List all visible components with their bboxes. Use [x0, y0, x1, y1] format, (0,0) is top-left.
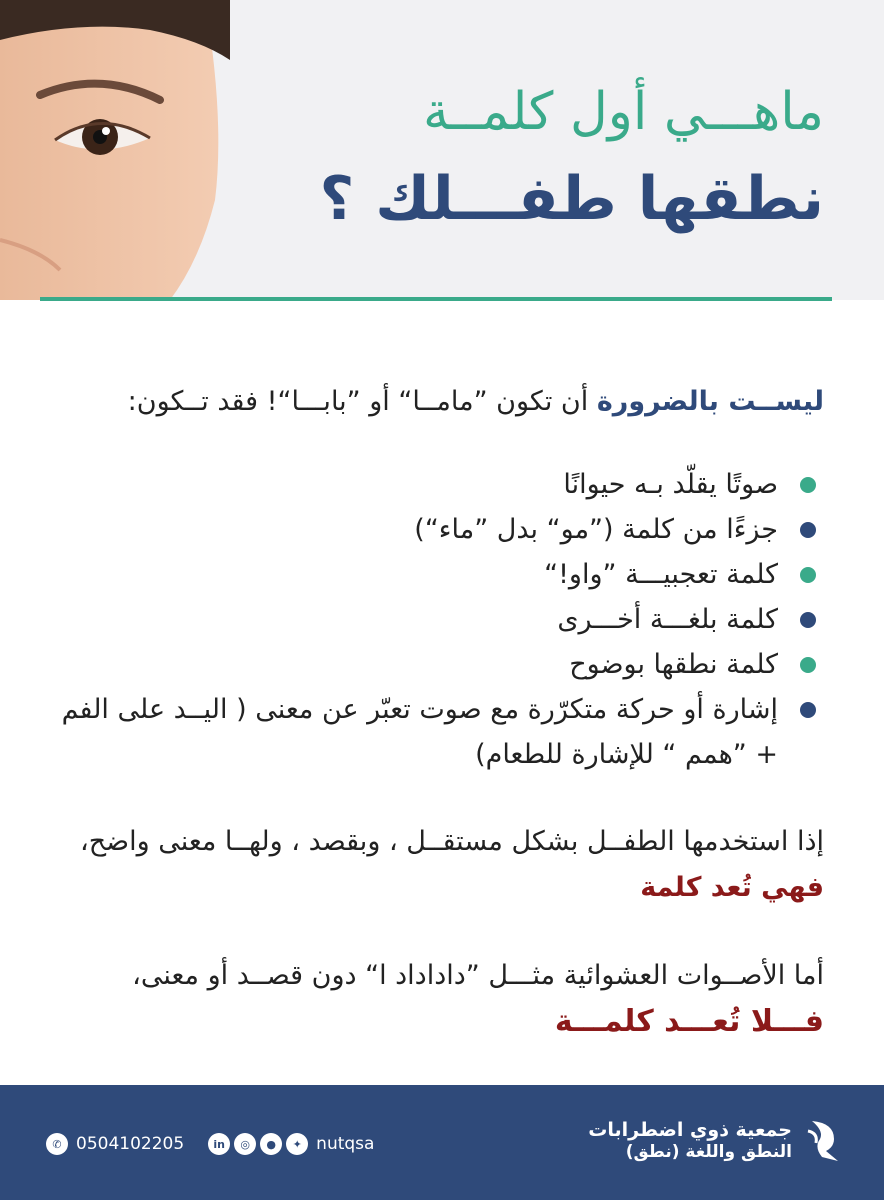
- bullet-text: صوتًا يقلّد بـه حيوانًا: [563, 469, 778, 500]
- contact-info: [46, 1133, 374, 1155]
- main-content: [52, 380, 824, 1045]
- list-item: [52, 552, 824, 597]
- bullet-text: إشارة أو حركة متكرّرة مع صوت تعبّر عن معنى ( اليــد على الفم + ”همم “ للإشارة للطعام): [61, 694, 778, 770]
- word-definition-paragraph: [52, 819, 824, 911]
- bullet-text: كلمة نطقها بوضوح: [569, 649, 778, 680]
- phone-number[interactable]: 0504102205: [76, 1134, 185, 1154]
- social-handle[interactable]: nutqsa: [316, 1134, 375, 1154]
- list-item: [52, 507, 824, 552]
- list-item: [52, 597, 824, 642]
- org-name-line-2: النطق واللغة (نطق): [625, 1142, 792, 1162]
- list-item: [52, 687, 824, 777]
- list-item: [52, 642, 824, 687]
- bullet-text: كلمة تعجبيـــة ”واو!“: [544, 559, 778, 590]
- bullet-dot: [800, 567, 816, 583]
- para2-emphasis: فـــلا تُعـــد كلمـــة: [554, 1004, 824, 1039]
- org-name: [588, 1119, 792, 1163]
- intro-rest: أن تكون ”مامــا“ أو ”بابـــا“! فقد تــكون:: [127, 386, 597, 417]
- bullet-text: كلمة بلغـــة أخـــرى: [557, 604, 778, 635]
- title-line-2: نطقها طفـــلك ؟: [319, 164, 824, 234]
- child-eye-photo: [0, 0, 230, 300]
- para2-text: أما الأصــوات العشوائية مثـــل ”داداداد ا“ دون قصــد أو معنى،: [132, 960, 824, 991]
- twitter-icon[interactable]: ✦: [286, 1133, 308, 1155]
- para1-text: إذا استخدمها الطفــل بشكل مستقــل ، وبقصد ، ولهــا معنى واضح،: [80, 826, 824, 857]
- list-item: [52, 462, 824, 507]
- instagram-icon[interactable]: ◎: [234, 1133, 256, 1155]
- footer-bar: [0, 1085, 884, 1200]
- bullet-dot: [800, 477, 816, 493]
- not-word-paragraph: [52, 953, 824, 1045]
- intro-highlight: ليســت بالضرورة: [596, 386, 824, 417]
- org-logo-icon: [804, 1117, 844, 1165]
- header-banner: [0, 0, 884, 300]
- linkedin-icon[interactable]: in: [208, 1133, 230, 1155]
- whatsapp-icon[interactable]: ✆: [46, 1133, 68, 1155]
- intro-text: [52, 380, 824, 424]
- bullet-text: جزءًا من كلمة (”مو“ بدل ”ماء“): [414, 514, 778, 545]
- bullet-dot: [800, 612, 816, 628]
- para1-emphasis: فهي تُعد كلمة: [640, 872, 824, 903]
- bullet-list: [52, 462, 824, 777]
- title-line-1: ماهـــي أول كلمــة: [423, 82, 824, 142]
- bullet-dot: [800, 522, 816, 538]
- bullet-dot: [800, 657, 816, 673]
- organization-brand: [588, 1117, 844, 1165]
- org-name-line-1: جمعية ذوي اضطرابات: [588, 1119, 792, 1141]
- header-divider: [40, 297, 832, 301]
- bullet-dot: [800, 702, 816, 718]
- snapchat-icon[interactable]: ●: [260, 1133, 282, 1155]
